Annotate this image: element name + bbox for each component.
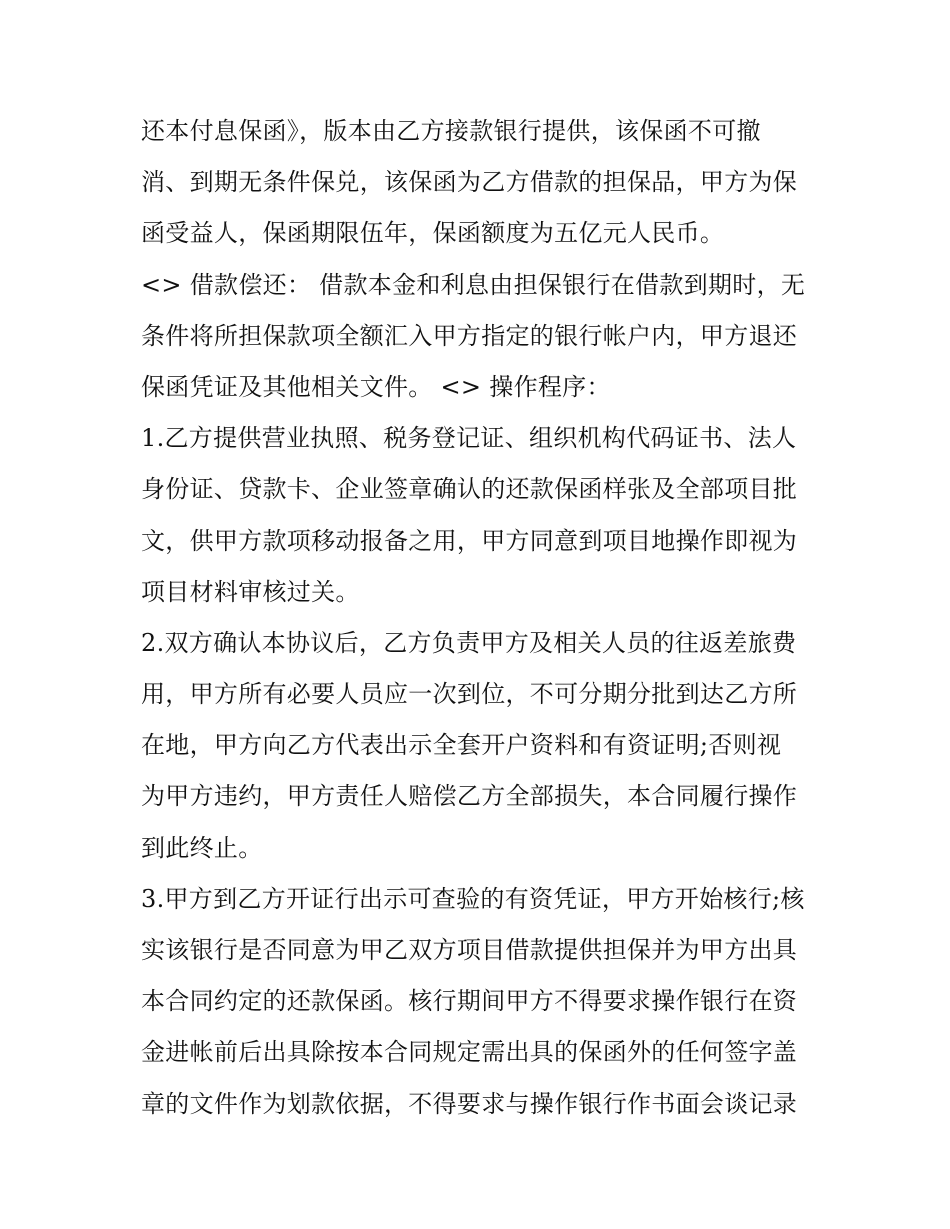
text-line: 用，甲方所有必要人员应一次到位，不可分期分批到达乙方所: [141, 680, 798, 709]
text-line: 到此终止。: [141, 833, 263, 862]
text-line: 身份证、贷款卡、企业签章确认的还款保函样张及全部项目批: [141, 475, 798, 504]
text-line: 2.双方确认本协议后，乙方负责甲方及相关人员的往返差旅费: [141, 628, 797, 657]
text-line: 在地，甲方向乙方代表出示全套开户资料和有资证明;否则视: [141, 731, 782, 760]
text-line: 本合同约定的还款保函。核行期间甲方不得要求操作银行在资: [141, 987, 798, 1016]
text-line: 1.乙方提供营业执照、税务登记证、组织机构代码证书、法人: [141, 424, 797, 453]
text-line: 消、到期无条件保兑，该保函为乙方借款的担保品，甲方为保: [141, 168, 798, 197]
text-line: 项目材料审核过关。: [141, 577, 360, 606]
text-line: 为甲方违约，甲方责任人赔偿乙方全部损失，本合同履行操作: [141, 782, 798, 811]
document-body: [141, 106, 821, 1130]
text-line: 函受益人，保函期限伍年，保函额度为五亿元人民币。: [141, 219, 725, 248]
text-line: 实该银行是否同意为甲乙双方项目借款提供担保并为甲方出具: [141, 936, 798, 964]
text-line: 保函凭证及其他相关文件。 <> 操作程序：: [141, 372, 611, 401]
text-line: 3.甲方到乙方开证行出示可查验的有资凭证，甲方开始核行;核: [141, 884, 805, 913]
text-line: 还本付息保函》，版本由乙方接款银行提供，该保函不可撤: [141, 117, 761, 145]
text-line: <> 借款偿还： 借款本金和利息由担保银行在借款到期时，无: [141, 270, 806, 299]
text-line: 章的文件作为划款依据，不得要求与操作银行作书面会谈记录: [141, 1089, 798, 1118]
text-line: 条件将所担保款项全额汇入甲方指定的银行帐户内，甲方退还: [141, 321, 798, 350]
text-line: 文，供甲方款项移动报备之用，甲方同意到项目地操作即视为: [141, 526, 798, 555]
text-line: 金进帐前后出具除按本合同规定需出具的保函外的任何签字盖: [141, 1038, 798, 1067]
